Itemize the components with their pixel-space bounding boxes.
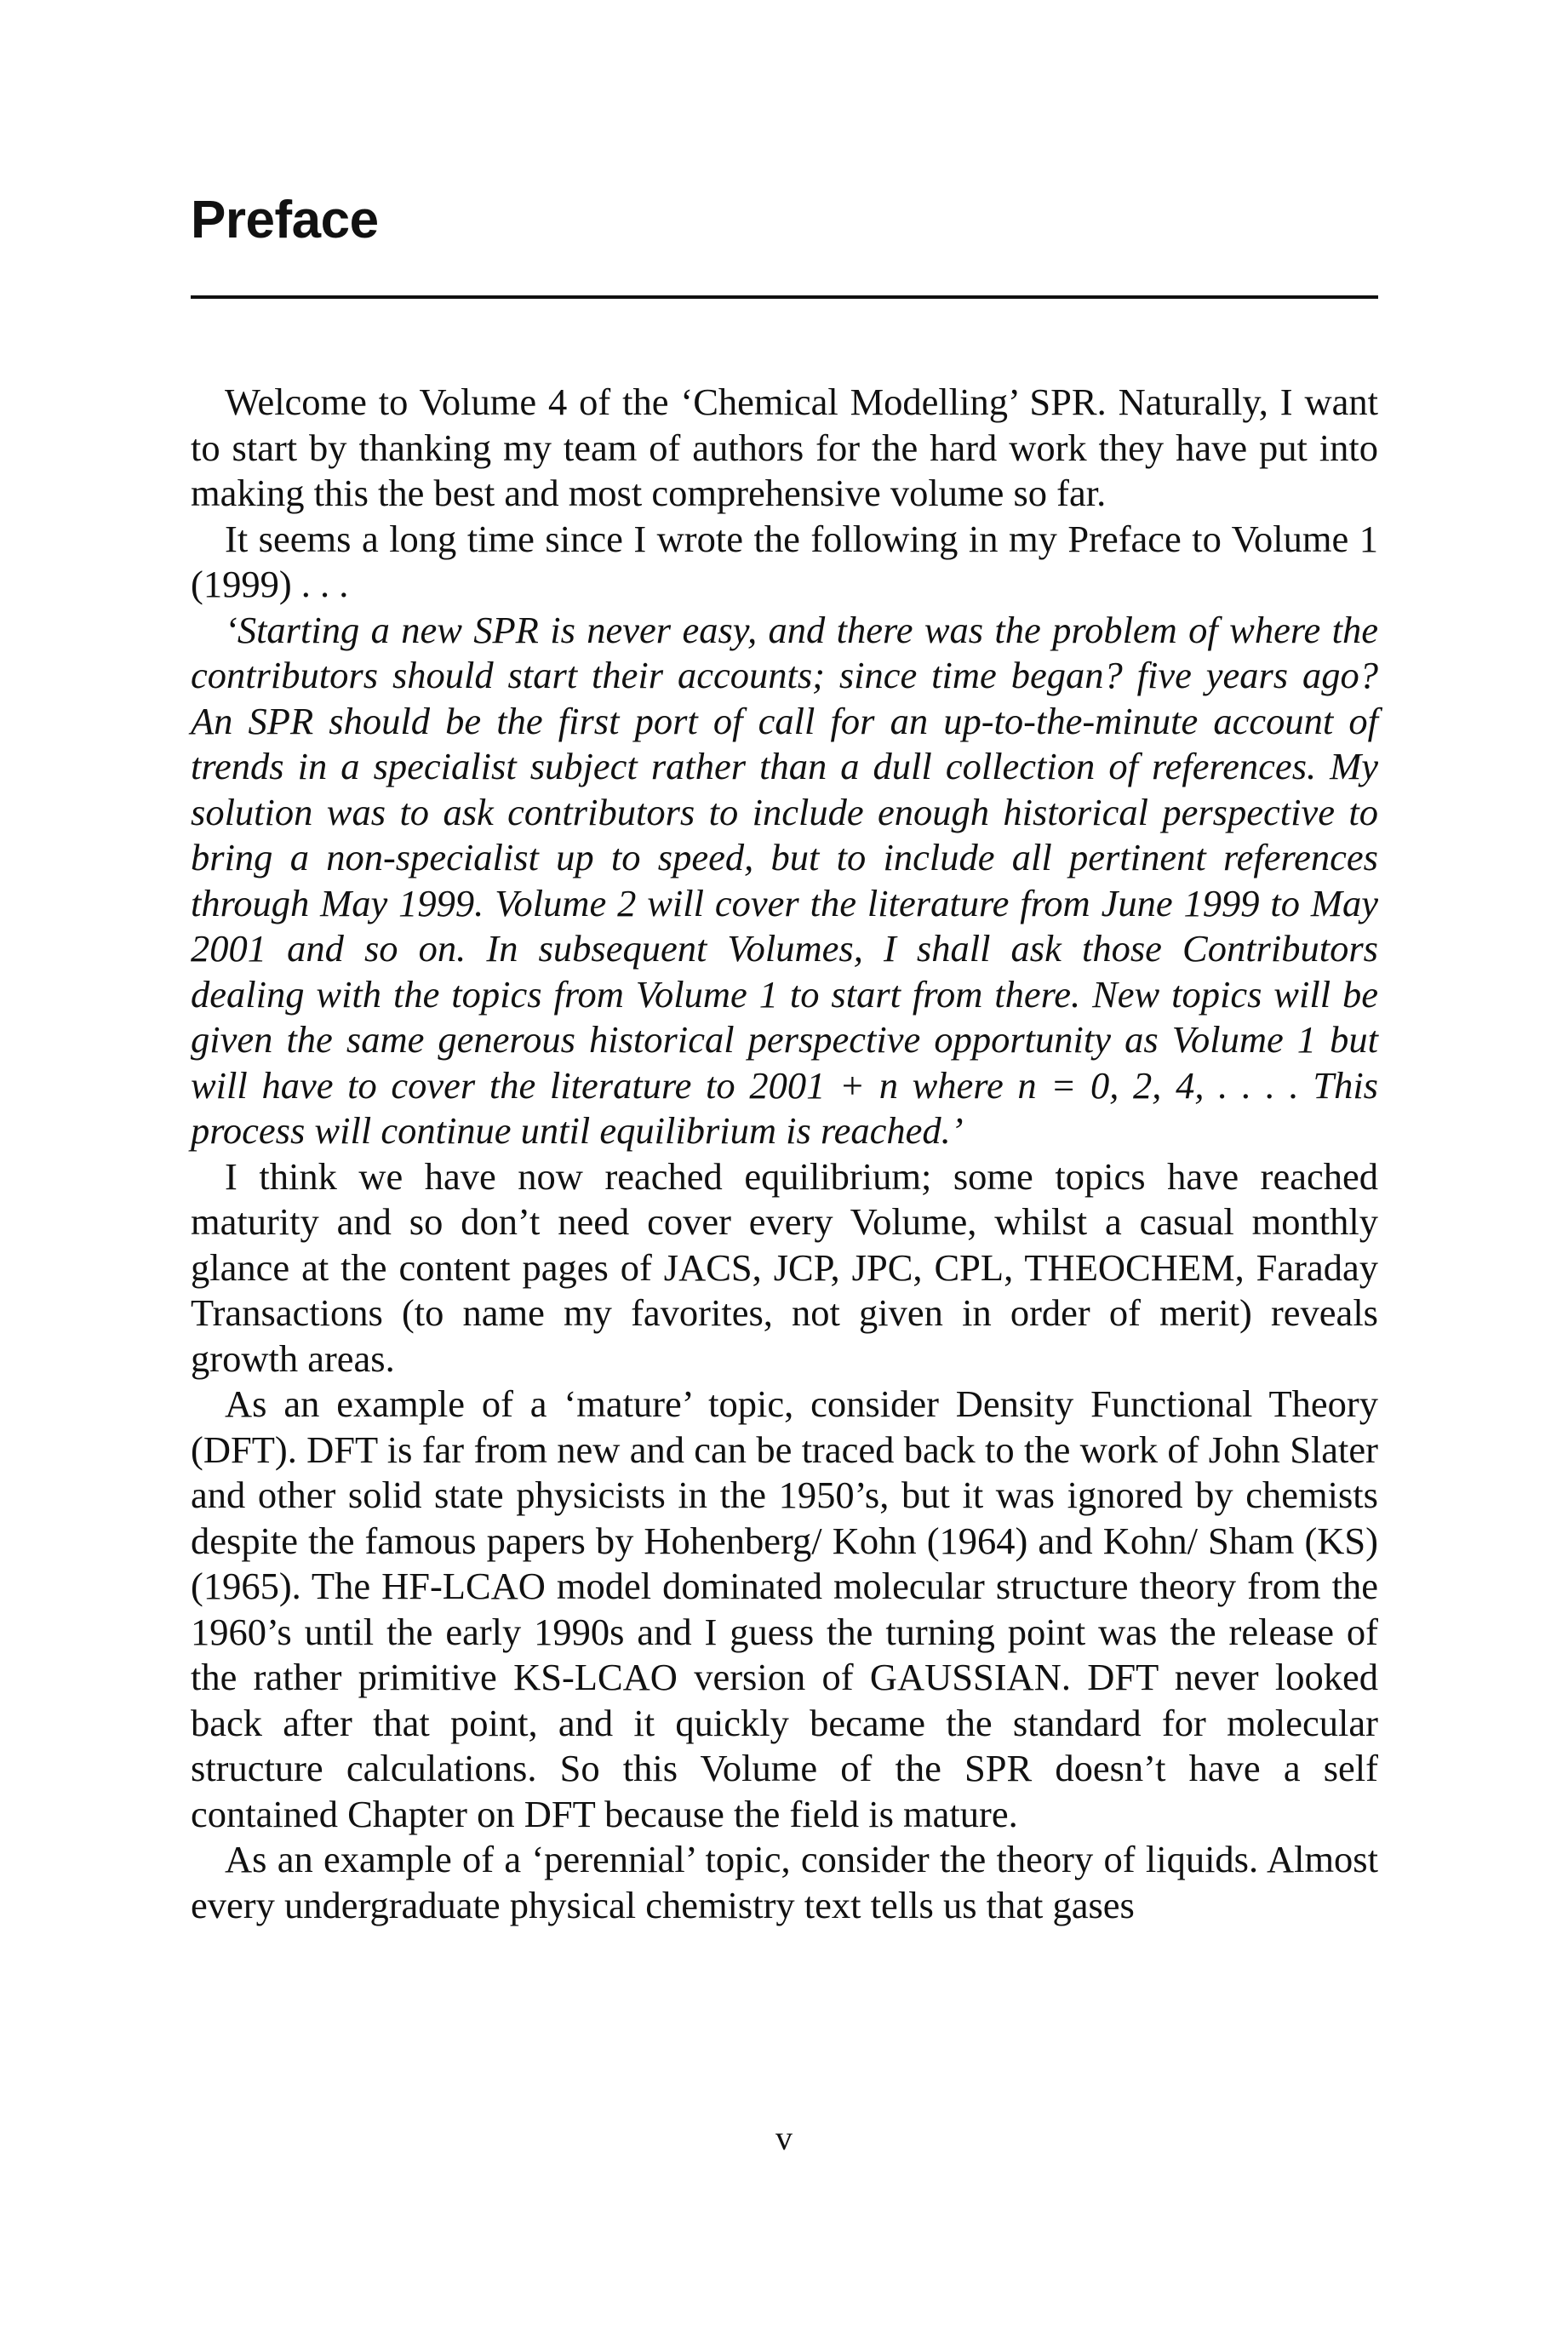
title-rule [191,295,1378,299]
paragraph-volume-1-intro: It seems a long time since I wrote the following in my Preface to Volume 1 (1999) . . . [191,517,1378,605]
page-number: v [775,2119,793,2157]
paragraph-welcome: Welcome to Volume 4 of the ‘Chemical Modelling’ SPR. Naturally, I want to start by thanking my team of authors for the hard work they have put into making this the best and most comprehensive volume so far. [191,381,1378,514]
paragraph-perennial-topic: As an example of a ‘perennial’ topic, consider the theory of liquids. Almost every undergraduate physical chemistry text tells us that gases [191,1838,1378,1926]
page-title: Preface [191,191,379,249]
paragraph-equilibrium: I think we have now reached equilibrium; some topics have reached maturity and so don’t need cover every Volume, whilst a casual monthly glance at the content pages of JACS, JCP, JPC, CPL, THEOCHEM, Faraday Transactions (to name my favorites, not given in order of merit) reveals growth areas. [191,1154,1378,1380]
preface-body [191,380,1378,1928]
paragraph-mature-topic-dft: As an example of a ‘mature’ topic, consider Density Functional Theory (DFT). DFT is far from new and can be traced back to the work of John Slater and other solid state physicists in the 1950’s, but it was ignored by chemists despite the famous papers by Hohenberg/ Kohn (1964) and Kohn/ Sham (KS) (1965). The HF-LCAO model dominated molecular structure theory from the 1960’s until the early 1990s and I guess the turning point was the release of the rather primitive KS-LCAO version of GAUSSIAN. DFT never looked back after that point, and it quickly became the standard for molecular structure calculations. So this Volume of the SPR doesn’t have a self contained Chapter on DFT because the field is mature. [191,1382,1378,1835]
paragraph-quoted-preface: ‘Starting a new SPR is never easy, and there was the problem of where the contributors should start their accounts; since time began? five years ago? An SPR should be the first port of call for an up-to-the-minute account of trends in a specialist subject rather than a dull collection of references. My solution was to ask contributors to include enough historical perspective to bring a non-specialist up to speed, but to include all pertinent references through May 1999. Volume 2 will cover the literature from June 1999 to May 2001 and so on. In subsequent Volumes, I shall ask those Contributors dealing with the topics from Volume 1 to start from there. New topics will be given the same generous historical perspective opportunity as Volume 1 but will have to cover the literature to 2001 + n where n = 0, 2, 4, . . . . This process will continue until equilibrium is reached.’ [191,608,1378,1152]
